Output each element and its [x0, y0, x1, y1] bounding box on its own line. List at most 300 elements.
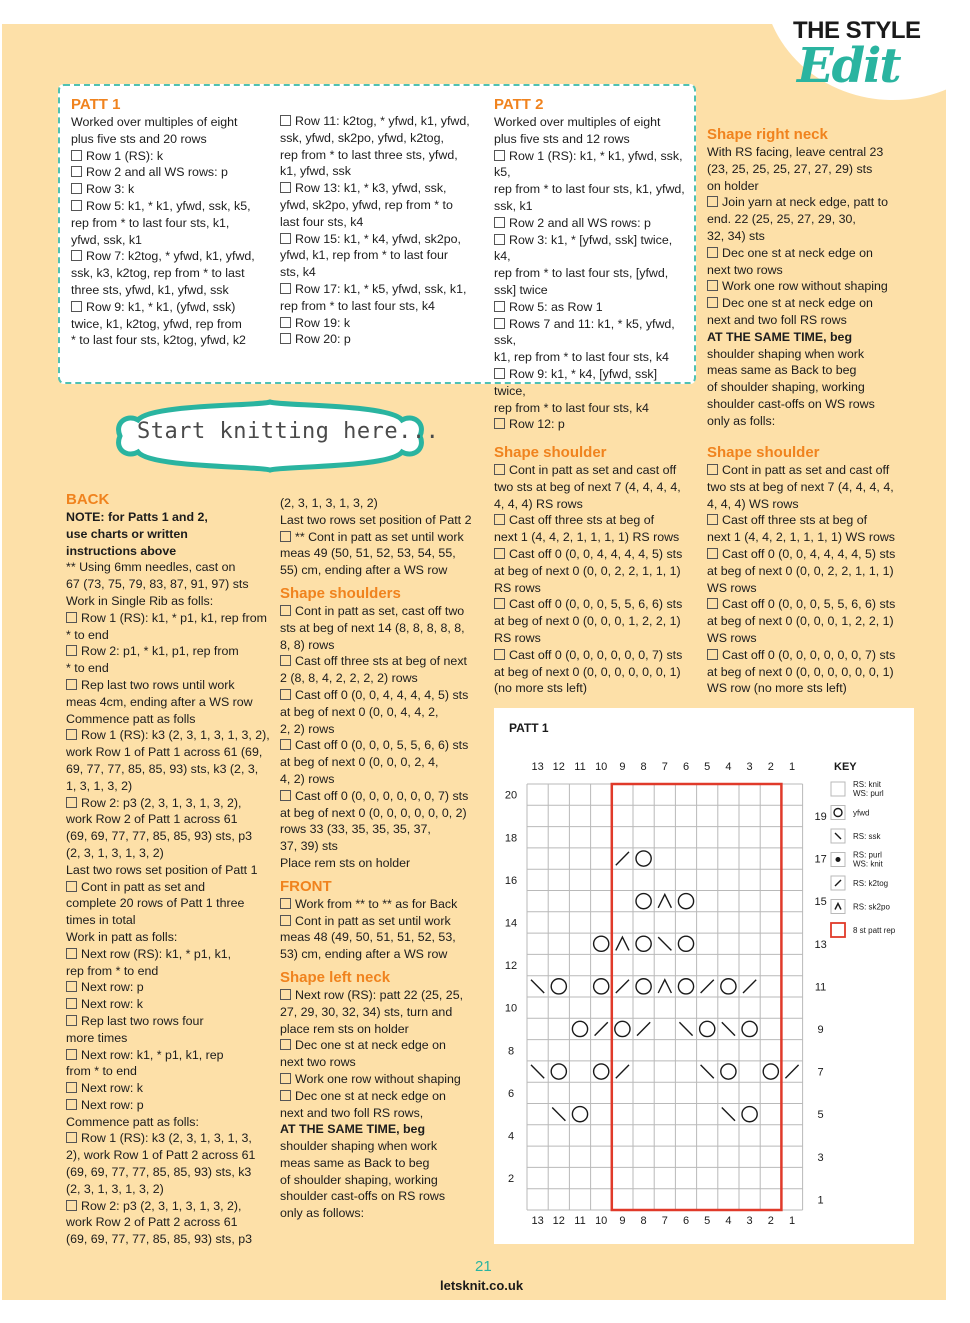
text-line	[707, 228, 917, 245]
checkbox-icon[interactable]	[707, 514, 718, 525]
line-text: two sts at beg of next 7 (4, 4, 4, 4,	[494, 479, 681, 494]
chart-yfwd-symbol	[721, 979, 736, 994]
checkbox-icon[interactable]	[494, 649, 505, 660]
text-line	[66, 845, 271, 862]
line-text: yfwd, k1, rep from * to last four	[280, 248, 449, 263]
text-line	[66, 1013, 271, 1030]
row-label: 19	[814, 810, 827, 823]
key-swatch	[831, 923, 845, 937]
line-text: Work one row without shaping	[722, 279, 888, 294]
line-text: Cast off 0 (0, 0, 0, 5, 5, 6, 6) sts	[509, 597, 683, 612]
line-text: next 1 (4, 4, 2, 1, 1, 1, 1) WS rows	[707, 530, 896, 545]
checkbox-icon[interactable]	[280, 182, 291, 193]
checkbox-icon[interactable]	[494, 150, 505, 161]
text-line	[707, 580, 917, 597]
text-line	[707, 413, 917, 430]
row-label: 8	[507, 1045, 515, 1058]
text-line	[66, 1181, 271, 1198]
row-label: 9	[817, 1023, 824, 1036]
line-text: rep from * to last four sts, k1,	[71, 215, 230, 230]
row-label: 16	[504, 874, 518, 887]
text-line	[280, 603, 485, 620]
key-swatch	[831, 782, 845, 796]
col-label: 11	[574, 761, 586, 773]
line-text: WS row (no more sts left)	[707, 681, 847, 696]
row-label: 13	[814, 938, 827, 951]
patt1-chart-panel	[494, 708, 914, 1244]
line-text: Cast off 0 (0, 0, 0, 5, 5, 6, 6) sts	[722, 597, 896, 612]
text-line	[280, 805, 485, 822]
text-line	[66, 1063, 271, 1080]
row-label: 5	[817, 1109, 824, 1122]
text-line	[66, 1198, 271, 1215]
checkbox-icon[interactable]	[707, 464, 718, 475]
checkbox-icon[interactable]	[66, 797, 77, 808]
line-text: rep from * to last three sts, yfwd,	[280, 147, 458, 162]
line-text: * to end	[66, 661, 109, 676]
chart-ssk-symbol	[658, 937, 671, 950]
text-line	[71, 299, 271, 316]
checkbox-icon[interactable]	[707, 649, 718, 660]
col-label: 7	[661, 761, 668, 773]
checkbox-icon[interactable]	[494, 301, 505, 312]
line-text: complete 20 rows of Patt 1 three	[66, 896, 245, 911]
chart-k2tog-symbol	[701, 980, 714, 993]
text-line	[494, 596, 699, 613]
text-line	[280, 281, 480, 298]
line-text: Row 1 (RS): k3 (2, 3, 1, 3, 1, 3, 2),	[81, 728, 270, 743]
col-label: 3	[746, 1215, 753, 1227]
line-text: more times	[66, 1030, 128, 1045]
line-text: at beg of next 0 (0, 0, 0, 1, 2, 2, 1)	[707, 614, 894, 629]
checkbox-icon[interactable]	[707, 247, 718, 258]
leftneck-lines	[280, 987, 485, 1222]
patt1-intro	[71, 114, 271, 148]
text-line	[71, 148, 271, 165]
line-text: Row 17: k1, * k5, yfwd, ssk, k1,	[295, 281, 467, 296]
text-line	[280, 1105, 485, 1122]
text-line	[280, 838, 485, 855]
text-line	[71, 248, 271, 265]
text-line	[494, 496, 699, 513]
line-text: next two rows	[707, 262, 783, 277]
shoulder-left-column	[494, 444, 699, 697]
checkbox-icon[interactable]	[66, 1200, 77, 1211]
line-text: Dec one st at neck edge on	[295, 1038, 446, 1053]
checkbox-icon[interactable]	[280, 283, 291, 294]
text-line	[66, 795, 271, 812]
checkbox-icon[interactable]	[66, 1132, 77, 1143]
line-text: plus five sts and 20 rows	[71, 131, 207, 146]
text-line	[280, 687, 485, 704]
text-line	[66, 996, 271, 1013]
text-line	[71, 164, 271, 181]
text-line	[494, 282, 689, 299]
text-line	[280, 545, 485, 562]
text-line	[707, 630, 917, 647]
line-text: of shoulder shaping, working	[280, 1172, 438, 1187]
checkbox-icon[interactable]	[280, 915, 291, 926]
line-text: * to last four sts, k2tog, yfwd, k2	[71, 333, 246, 348]
text-line	[280, 913, 485, 930]
checkbox-icon[interactable]	[66, 881, 77, 892]
checkbox-icon[interactable]	[707, 548, 718, 559]
line-text: Cont in patt as set and	[81, 879, 205, 894]
line-text: rep from * to last four sts, k4	[494, 400, 649, 415]
line-text: Row 1 (RS): k3 (2, 3, 1, 3, 1, 3,	[81, 1131, 252, 1146]
col-label: 1	[788, 761, 796, 773]
chart-yfwd-symbol	[742, 1021, 757, 1036]
line-text: rows 33 (33, 35, 35, 35, 37,	[280, 822, 431, 837]
line-text: yfwd, ssk, k1	[71, 232, 142, 247]
checkbox-icon[interactable]	[66, 1049, 77, 1060]
line-text: 8, 8) rows	[280, 637, 335, 652]
checkbox-icon[interactable]	[280, 1039, 291, 1050]
chart-title: PATT 1	[509, 721, 549, 735]
chart-k2tog-symbol	[616, 852, 629, 865]
checkbox-icon[interactable]	[707, 598, 718, 609]
line-text: from * to end	[66, 1064, 137, 1079]
col-label: 4	[725, 1215, 732, 1227]
leftneck-title: Shape left neck	[280, 968, 391, 986]
text-line	[280, 512, 485, 529]
text-line	[71, 198, 271, 215]
checkbox-icon[interactable]	[66, 679, 77, 690]
col-label: 2	[767, 1215, 774, 1227]
line-text: Next row: p	[81, 980, 144, 995]
text-line	[280, 821, 485, 838]
checkbox-icon[interactable]	[494, 368, 505, 379]
chart-ssk-symbol	[531, 980, 544, 993]
text-line	[280, 1138, 485, 1155]
text-line	[280, 1188, 485, 1205]
line-text: Join yarn at neck edge, patt to	[722, 195, 889, 210]
key-swatch	[831, 806, 845, 820]
key-label: RS: ssk	[853, 832, 881, 841]
shoulders-lines	[280, 603, 485, 872]
text-line	[66, 576, 271, 593]
text-line	[280, 788, 485, 805]
text-line	[71, 181, 271, 198]
text-line	[280, 1088, 485, 1105]
text-line	[66, 694, 271, 711]
text-line	[494, 400, 689, 417]
text-line	[707, 396, 917, 413]
checkbox-icon[interactable]	[494, 464, 505, 475]
line-text: Cont in patt as set and cast off	[509, 463, 677, 477]
line-text: (69, 69, 77, 77, 85, 85, 93) sts, k3	[66, 1165, 252, 1180]
line-text: RS rows	[494, 580, 541, 595]
text-line	[66, 778, 271, 795]
chart-yfwd-symbol	[572, 1021, 587, 1036]
checkbox-icon[interactable]	[280, 739, 291, 750]
row-label: 3	[817, 1151, 824, 1164]
checkbox-icon[interactable]	[66, 1082, 77, 1093]
line-text: 53) cm, ending after a WS row	[280, 947, 448, 962]
key-label: WS: knit	[853, 859, 883, 869]
text-line	[494, 148, 689, 182]
line-text: k1, rep from * to last four sts, k4	[494, 350, 669, 365]
line-text: two sts at beg of next 7 (4, 4, 4, 4,	[707, 479, 894, 494]
patt1-chart	[494, 708, 914, 1244]
chart-yfwd-symbol	[551, 1064, 566, 1079]
checkbox-icon[interactable]	[280, 333, 291, 344]
text-line	[280, 1172, 485, 1189]
text-line	[707, 178, 917, 195]
text-line	[707, 329, 917, 346]
text-line	[66, 963, 271, 980]
text-line	[280, 620, 485, 637]
text-line	[66, 593, 271, 610]
line-text: Rep last two rows four	[81, 1013, 204, 1028]
key-label: WS: purl	[853, 789, 884, 798]
checkbox-icon[interactable]	[280, 317, 291, 328]
line-text: ssk] twice	[494, 282, 548, 297]
col-label: 4	[725, 761, 732, 773]
text-line	[707, 647, 917, 664]
chart-sk2po-symbol	[616, 937, 629, 950]
line-text: With RS facing, leave central 23	[707, 145, 884, 159]
checkbox-icon[interactable]	[71, 250, 82, 261]
line-text: Row 9: k1, * k4, [yfwd, ssk] twice,	[494, 366, 658, 398]
checkbox-icon[interactable]	[66, 645, 77, 656]
text-line	[66, 895, 271, 912]
line-text: Rows 7 and 11: k1, * k5, yfwd, ssk,	[494, 316, 675, 348]
text-line	[494, 613, 699, 630]
text-line	[494, 349, 689, 366]
line-text: Worked over multiples of eight	[71, 115, 238, 129]
chart-yfwd-symbol	[721, 1064, 736, 1079]
chart-yfwd-symbol	[572, 1107, 587, 1122]
text-line	[707, 278, 917, 295]
line-text: 2 (8, 8, 4, 2, 2, 2, 2) rows	[280, 671, 418, 686]
shoulder-left-title: Shape shoulder	[494, 444, 607, 461]
line-text: Commence patt as folls:	[66, 1114, 199, 1129]
text-line	[71, 215, 271, 232]
chart-yfwd-symbol	[636, 894, 651, 909]
checkbox-icon[interactable]	[280, 989, 291, 1000]
chart-yfwd-symbol	[594, 936, 609, 951]
start-banner-text: Start knitting here...	[137, 419, 440, 444]
text-line	[494, 131, 689, 148]
line-text: (23, 25, 25, 25, 27, 27, 29) sts	[707, 161, 873, 176]
text-line	[280, 1121, 485, 1138]
line-text: place rem sts on holder	[280, 1021, 409, 1036]
patt1-column-b	[280, 113, 480, 348]
chart-yfwd-symbol	[678, 936, 693, 951]
col-label: 6	[682, 1215, 690, 1227]
checkbox-icon[interactable]	[66, 981, 77, 992]
col-label: 13	[531, 1215, 544, 1227]
col-label: 9	[619, 761, 626, 773]
checkbox-icon[interactable]	[71, 200, 82, 211]
line-text: work Row 2 of Patt 1 across 61	[66, 812, 238, 827]
checkbox-icon[interactable]	[280, 1090, 291, 1101]
text-line	[66, 862, 271, 879]
line-text: Dec one st at neck edge on	[295, 1088, 446, 1103]
key-swatch	[831, 900, 845, 914]
text-line	[280, 771, 485, 788]
checkbox-icon[interactable]	[707, 280, 718, 291]
brand-line1: THE STYLE	[793, 17, 921, 44]
line-text: 4, 4, 4) RS rows	[494, 496, 583, 511]
rightneck-title: Shape right neck	[707, 126, 828, 143]
checkbox-icon[interactable]	[66, 998, 77, 1009]
line-text: 69, 77, 77, 85, 85, 93) sts, k3 (2, 3,	[66, 761, 259, 776]
line-text: Work in Single Rib as folls:	[66, 593, 214, 608]
row-label: 17	[814, 853, 827, 866]
col-label: 6	[682, 761, 690, 773]
checkbox-icon[interactable]	[494, 234, 505, 245]
text-line	[66, 711, 271, 728]
checkbox-icon[interactable]	[71, 166, 82, 177]
line-text: end. 22 (25, 25, 27, 29, 30,	[707, 212, 856, 227]
line-text: (69, 69, 77, 77, 85, 85, 93) sts, p3	[66, 1232, 252, 1247]
text-line	[707, 262, 917, 279]
line-text: Work in patt as folls:	[66, 929, 178, 944]
text-line	[494, 479, 699, 496]
text-line	[707, 211, 917, 228]
line-text: 27, 29, 30, 32, 34) sts, turn and	[280, 1004, 453, 1019]
checkbox-icon[interactable]	[280, 898, 291, 909]
text-line	[280, 721, 485, 738]
row-label: 7	[817, 1066, 824, 1079]
line-text: Row 1 (RS): k1, * k1, yfwd, ssk, k5,	[494, 148, 683, 180]
text-line	[494, 215, 689, 232]
checkbox-icon[interactable]	[494, 318, 505, 329]
line-text: meas same as Back to beg	[280, 1155, 430, 1170]
line-text: RS rows	[494, 630, 541, 645]
line-text: 67 (73, 75, 79, 83, 87, 91, 97) sts	[66, 577, 249, 592]
line-text: Cont in patt as set until work	[295, 913, 451, 928]
checkbox-icon[interactable]	[707, 196, 718, 207]
text-line	[494, 416, 689, 433]
text-line	[66, 912, 271, 929]
chart-k2tog-symbol	[743, 980, 756, 993]
text-line	[280, 247, 480, 264]
row-label: 6	[507, 1087, 515, 1100]
checkbox-icon[interactable]	[66, 1099, 77, 1110]
line-text: Cast off 0 (0, 0, 4, 4, 4, 4, 5) sts	[295, 687, 469, 702]
checkbox-icon[interactable]	[280, 115, 291, 126]
rightneck-lines	[707, 144, 917, 430]
checkbox-icon[interactable]	[280, 655, 291, 666]
checkbox-icon[interactable]	[494, 598, 505, 609]
patt2-column	[494, 96, 689, 433]
line-text: sts, k4	[280, 265, 316, 280]
line-text: Row 5: as Row 1	[509, 299, 603, 314]
line-text: ssk, k1	[494, 198, 533, 213]
text-line	[66, 761, 271, 778]
front-lines	[280, 896, 485, 963]
text-line	[494, 232, 689, 266]
line-text: work Row 2 of Patt 2 across 61	[66, 1215, 238, 1230]
line-text: (2, 3, 1, 3, 1, 3, 2)	[280, 496, 378, 510]
checkbox-icon[interactable]	[66, 1015, 77, 1026]
chart-k2tog-symbol	[616, 1065, 629, 1078]
back-lines	[66, 559, 271, 1248]
col-label: 8	[640, 761, 647, 773]
checkbox-icon[interactable]	[494, 514, 505, 525]
line-text: Row 2: p3 (2, 3, 1, 3, 1, 3, 2),	[81, 795, 242, 810]
text-line	[280, 264, 480, 281]
patt1-title: PATT 1	[71, 96, 121, 113]
checkbox-icon[interactable]	[66, 948, 77, 959]
checkbox-icon[interactable]	[280, 790, 291, 801]
checkbox-icon[interactable]	[66, 612, 77, 623]
line-text: * to end	[66, 627, 109, 642]
line-text: rep from * to last four sts, [yfwd,	[494, 266, 669, 281]
text-line	[494, 299, 689, 316]
checkbox-icon[interactable]	[707, 297, 718, 308]
checkbox-icon[interactable]	[280, 689, 291, 700]
text-line	[66, 660, 271, 677]
col-label: 11	[574, 1215, 586, 1227]
patt2-lines	[494, 114, 689, 433]
line-text: of shoulder shaping, working	[707, 380, 865, 395]
text-line	[280, 231, 480, 248]
line-text: WS rows	[707, 580, 757, 595]
text-line	[707, 161, 917, 178]
checkbox-icon[interactable]	[71, 301, 82, 312]
text-line	[707, 512, 917, 529]
text-line	[494, 580, 699, 597]
text-line	[66, 610, 271, 627]
line-text: at beg of next 0 (0, 0, 0, 0, 0, 0, 2)	[280, 805, 467, 820]
text-line	[66, 727, 271, 744]
checkbox-icon[interactable]	[494, 217, 505, 228]
line-text: ssk, k3, k2tog, rep from * to last	[71, 266, 245, 281]
brand-line2: Edit	[797, 38, 900, 94]
checkbox-icon[interactable]	[280, 605, 291, 616]
text-line	[280, 163, 480, 180]
text-line	[494, 181, 689, 198]
text-line	[66, 744, 271, 761]
line-text: use charts or written	[66, 526, 188, 541]
key-label: RS: k2tog	[853, 879, 889, 888]
checkbox-icon[interactable]	[71, 183, 82, 194]
line-text: at beg of next 0 (0, 0, 0, 0, 0, 0, 1)	[707, 664, 894, 679]
text-line	[707, 546, 917, 563]
back-column	[66, 491, 271, 1248]
line-text: meas same as Back to beg	[707, 363, 857, 378]
checkbox-icon[interactable]	[280, 531, 291, 542]
text-line	[707, 496, 917, 513]
checkbox-icon[interactable]	[494, 418, 505, 429]
text-line	[66, 1080, 271, 1097]
line-text: ** Using 6mm needles, cast on	[66, 560, 236, 575]
text-line	[280, 1054, 485, 1071]
checkbox-icon[interactable]	[66, 729, 77, 740]
front-title: FRONT	[280, 877, 332, 895]
shoulder-right-column	[707, 444, 917, 697]
checkbox-icon[interactable]	[71, 150, 82, 161]
rightneck-column	[707, 126, 917, 430]
line-text: only as follows:	[280, 1206, 365, 1221]
checkbox-icon[interactable]	[280, 233, 291, 244]
text-line	[707, 144, 917, 161]
line-text: Dec one st at neck edge on	[722, 245, 873, 260]
text-line	[66, 811, 271, 828]
line-text: Row 5: k1, * k1, yfwd, ssk, k5,	[86, 198, 251, 213]
text-line	[707, 680, 917, 697]
checkbox-icon[interactable]	[494, 548, 505, 559]
line-text: shoulder cast-offs on RS rows	[280, 1189, 446, 1204]
line-text: AT THE SAME TIME, beg	[707, 329, 853, 344]
text-line	[494, 680, 699, 697]
checkbox-icon[interactable]	[280, 1073, 291, 1084]
key-title: KEY	[834, 761, 857, 773]
